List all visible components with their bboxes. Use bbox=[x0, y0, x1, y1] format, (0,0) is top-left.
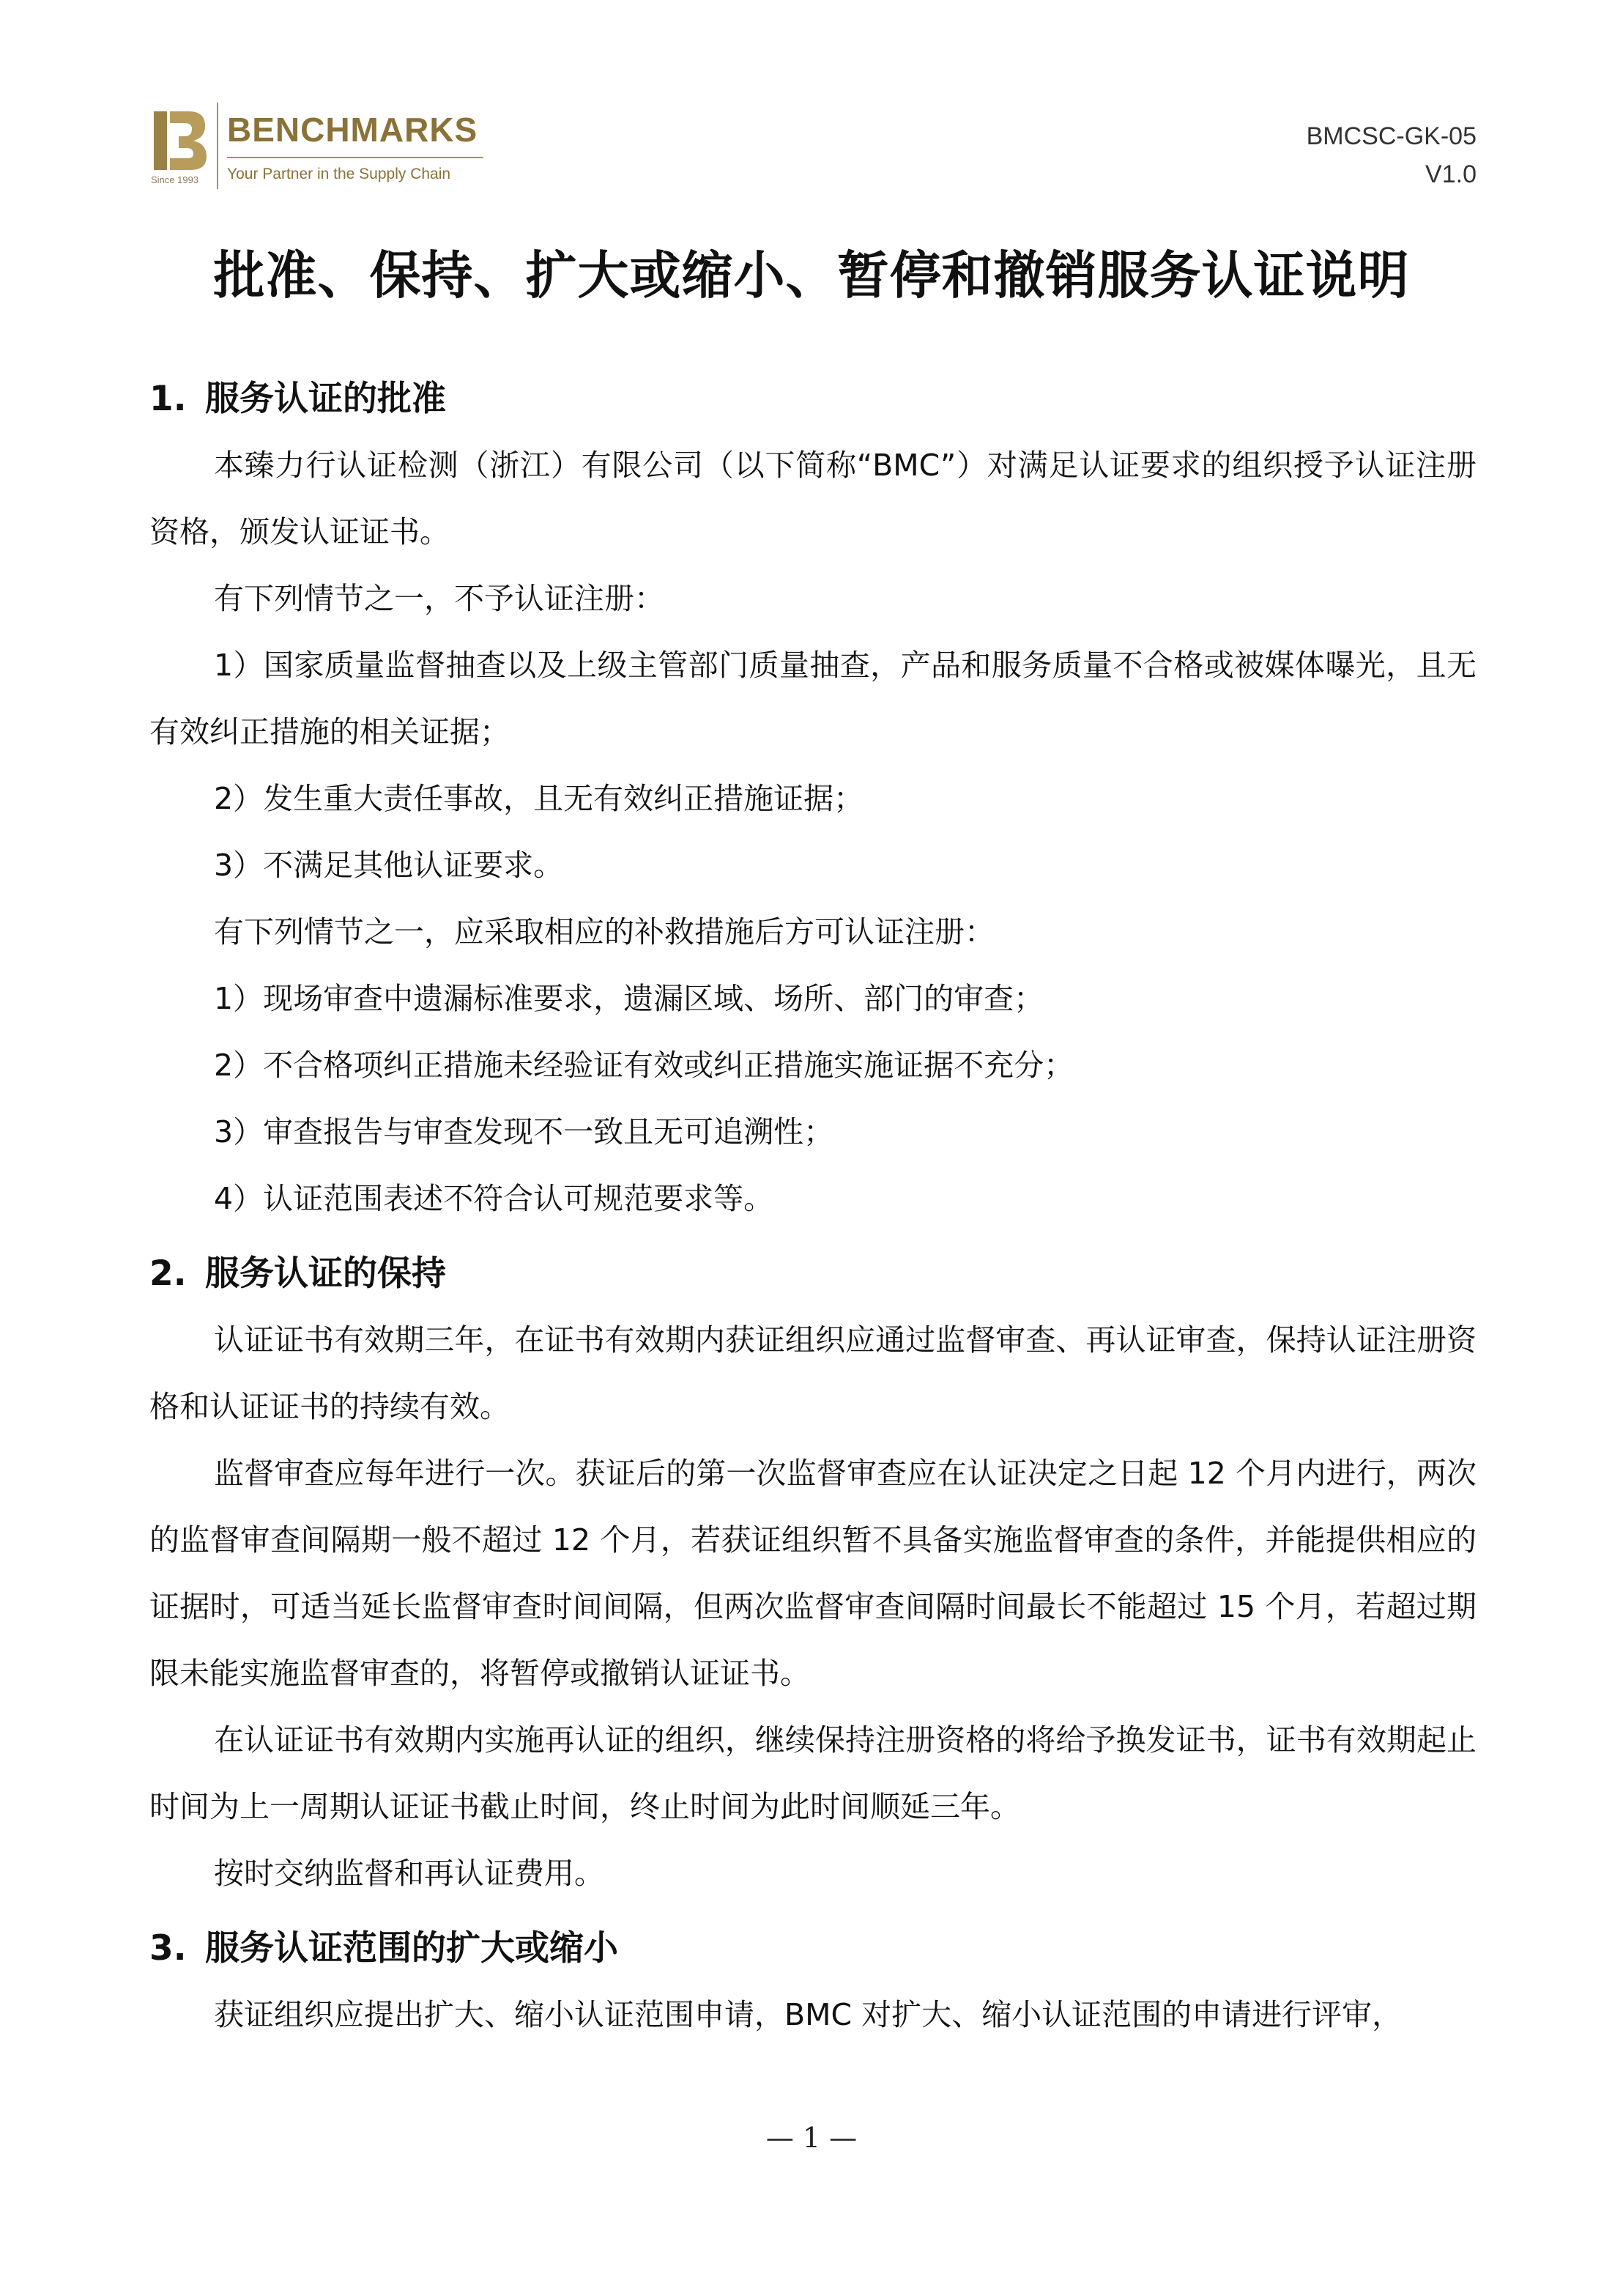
page-title: 批准、保持、扩大或缩小、暂停和撤销服务认证说明 bbox=[213, 245, 1410, 305]
company-logo bbox=[151, 100, 488, 193]
paragraph: 监督审查应每年进行一次。获证后的第一次监督审查应在认证决定之日起 12 个月内进行，两次的监督审查间隔期一般不超过 12 个月，若获证组织暂不具备实施监督审查的条件，并能提供相应的证据时，可适当延长监督审查时间间隔，但两次监督审查间隔时间最长不能超过 15 个月，若超过期限未能实施监督审查的，将暂停或撤销认证证书。 bbox=[149, 1456, 1477, 1691]
logo-tagline: Your Partner in the Supply Chain bbox=[227, 166, 451, 182]
paragraph: 获证组织应提出扩大、缩小认证范围申请，BMC 对扩大、缩小认证范围的申请进行评审， bbox=[214, 1997, 1403, 2032]
list-item: 2）发生重大责任事故，且无有效纠正措施证据； bbox=[214, 781, 864, 816]
section-number: 1. bbox=[149, 379, 187, 419]
document-code: BMCSC-GK-05 bbox=[1306, 122, 1477, 150]
paragraph: 本臻力行认证检测（浙江）有限公司（以下简称“BMC”）对满足认证要求的组织授予认证注册资格，颁发认证证书。 bbox=[149, 448, 1477, 549]
list-item: 4）认证范围表述不符合认可规范要求等。 bbox=[214, 1181, 774, 1216]
list-item: 1）国家质量监督抽查以及上级主管部门质量抽查，产品和服务质量不合格或被媒体曝光，且无有效纠正措施的相关证据； bbox=[149, 648, 1477, 749]
logo-since-text: Since 1993 bbox=[151, 174, 199, 185]
logo-divider bbox=[217, 103, 218, 189]
list-item: 2）不合格项纠正措施未经验证有效或纠正措施实施证据不充分； bbox=[214, 1048, 1074, 1083]
section-2-heading bbox=[149, 1241, 1477, 1307]
section-title: 服务认证的批准 bbox=[205, 379, 446, 419]
document-body bbox=[149, 366, 1477, 2048]
logo-brand-name: BENCHMARKS bbox=[227, 111, 478, 149]
page-number: — 1 — bbox=[765, 2122, 858, 2154]
logo-rule bbox=[227, 157, 483, 158]
benchmarks-logo-mark-icon bbox=[151, 107, 208, 177]
section-number: 2. bbox=[149, 1253, 187, 1294]
paragraph: 有下列情节之一，不予认证注册： bbox=[214, 581, 664, 616]
section-3-heading bbox=[149, 1916, 1477, 1982]
section-title: 服务认证的保持 bbox=[205, 1253, 446, 1294]
list-item: 3）审查报告与审查发现不一致且无可追溯性； bbox=[214, 1114, 834, 1149]
list-item: 3）不满足其他认证要求。 bbox=[214, 848, 564, 883]
section-1-heading bbox=[149, 366, 1477, 432]
paragraph: 认证证书有效期三年，在证书有效期内获证组织应通过监督审查、再认证审查，保持认证注册资格和认证证书的持续有效。 bbox=[149, 1322, 1477, 1424]
document-code-block bbox=[1307, 117, 1477, 193]
section-number: 3. bbox=[149, 1928, 187, 1969]
paragraph: 有下列情节之一，应采取相应的补救措施后方可认证注册： bbox=[214, 914, 995, 949]
paragraph: 在认证证书有效期内实施再认证的组织，继续保持注册资格的将给予换发证书，证书有效期起止时间为上一周期认证证书截止时间，终止时间为此时间顺延三年。 bbox=[149, 1722, 1477, 1824]
section-title: 服务认证范围的扩大或缩小 bbox=[205, 1928, 618, 1969]
list-item: 1）现场审查中遗漏标准要求，遗漏区域、场所、部门的审查； bbox=[214, 981, 1044, 1016]
paragraph: 按时交纳监督和再认证费用。 bbox=[214, 1856, 604, 1891]
document-version: V1.0 bbox=[1425, 160, 1477, 188]
